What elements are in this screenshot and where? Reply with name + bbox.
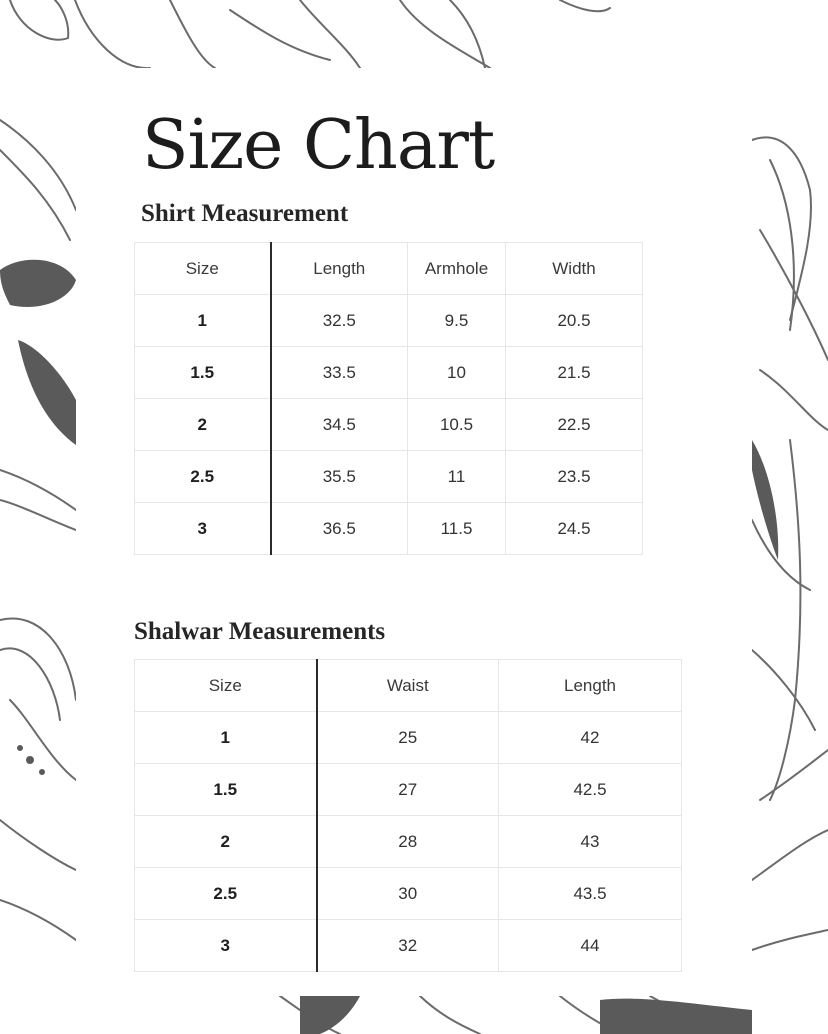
- waist-cell: 25: [317, 712, 499, 764]
- armhole-cell: 11.5: [408, 503, 506, 555]
- table-row: [135, 399, 643, 451]
- width-cell: 21.5: [506, 347, 643, 399]
- size-cell: 1: [135, 712, 317, 764]
- size-cell: 2.5: [135, 451, 271, 503]
- size-chart-card: [76, 68, 752, 996]
- size-cell: 2: [135, 816, 317, 868]
- length-cell: 42.5: [499, 764, 682, 816]
- shalwar-header-row: [135, 660, 682, 712]
- size-cell: 2.5: [135, 868, 317, 920]
- column-header-waist: Waist: [317, 660, 499, 712]
- size-cell: 2: [135, 399, 271, 451]
- size-cell: 1.5: [135, 347, 271, 399]
- waist-cell: 32: [317, 920, 499, 972]
- column-header-width: Width: [506, 243, 643, 295]
- shirt-header-row: [135, 243, 643, 295]
- column-header-armhole: Armhole: [408, 243, 506, 295]
- width-cell: 20.5: [506, 295, 643, 347]
- length-cell: 43.5: [499, 868, 682, 920]
- table-row: [135, 764, 682, 816]
- width-cell: 23.5: [506, 451, 643, 503]
- shalwar-measurements-table: [134, 659, 682, 972]
- width-cell: 24.5: [506, 503, 643, 555]
- length-cell: 36.5: [271, 503, 408, 555]
- table-row: [135, 868, 682, 920]
- table-row: [135, 816, 682, 868]
- size-cell: 3: [135, 920, 317, 972]
- length-cell: 35.5: [271, 451, 408, 503]
- shirt-measurement-heading: Shirt Measurement: [141, 200, 349, 227]
- length-cell: 33.5: [271, 347, 408, 399]
- column-header-length: Length: [271, 243, 408, 295]
- waist-cell: 28: [317, 816, 499, 868]
- table-row: [135, 347, 643, 399]
- width-cell: 22.5: [506, 399, 643, 451]
- column-header-size: Size: [135, 660, 317, 712]
- table-row: [135, 451, 643, 503]
- length-cell: 44: [499, 920, 682, 972]
- size-cell: 1: [135, 295, 271, 347]
- table-row: [135, 503, 643, 555]
- length-cell: 43: [499, 816, 682, 868]
- size-cell: 3: [135, 503, 271, 555]
- armhole-cell: 9.5: [408, 295, 506, 347]
- column-header-size: Size: [135, 243, 271, 295]
- page-title: Size Chart: [142, 106, 495, 185]
- armhole-cell: 10.5: [408, 399, 506, 451]
- shirt-measurement-table: [134, 242, 643, 555]
- size-cell: 1.5: [135, 764, 317, 816]
- waist-cell: 27: [317, 764, 499, 816]
- shalwar-measurements-heading: Shalwar Measurements: [134, 618, 386, 645]
- table-row: [135, 920, 682, 972]
- armhole-cell: 11: [408, 451, 506, 503]
- armhole-cell: 10: [408, 347, 506, 399]
- waist-cell: 30: [317, 868, 499, 920]
- column-header-length: Length: [499, 660, 682, 712]
- table-row: [135, 295, 643, 347]
- length-cell: 32.5: [271, 295, 408, 347]
- length-cell: 34.5: [271, 399, 408, 451]
- table-row: [135, 712, 682, 764]
- length-cell: 42: [499, 712, 682, 764]
